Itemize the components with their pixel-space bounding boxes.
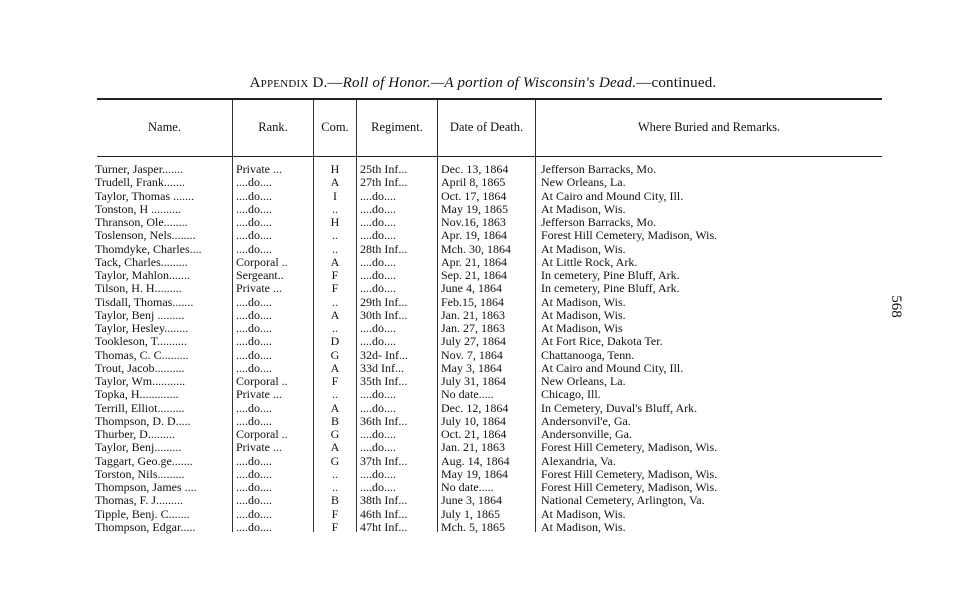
row-rank: ....do....: [236, 467, 272, 481]
row-date: Sep. 21, 1864: [441, 269, 507, 282]
row-company: A: [330, 308, 340, 322]
row-remarks: Jefferson Barracks, Mo.: [541, 163, 657, 176]
row-regiment: 38th Inf...: [360, 494, 408, 508]
row-company: G: [330, 428, 340, 441]
row-company: F: [331, 282, 339, 296]
row-rank: Corporal ..: [236, 428, 288, 441]
row-rank: Corporal ..: [236, 255, 288, 269]
row-date: July 10, 1864: [441, 414, 507, 428]
row-remarks: At Cairo and Mound City, Ill.: [541, 361, 684, 375]
row-date: July 31, 1864: [441, 375, 507, 388]
row-company: ..: [332, 295, 338, 309]
row-remarks: Chattanooga, Tenn.: [541, 348, 635, 362]
title-roll: Roll of Honor.—A portion of Wisconsin's Dead.: [342, 75, 637, 91]
row-company: F: [331, 507, 339, 521]
row-regiment: 28th Inf...: [360, 242, 408, 256]
row-regiment: 36th Inf...: [360, 414, 408, 428]
row-company: H: [330, 163, 340, 176]
row-company: ..: [332, 388, 338, 402]
row-regiment: ....do....: [360, 322, 396, 335]
row-regiment: ....do....: [360, 441, 396, 455]
row-company: ..: [332, 202, 338, 216]
row-remarks: Andersonvil'e, Ga.: [541, 414, 631, 428]
row-rank: Private ...: [236, 388, 282, 402]
row-date: Nov. 7, 1864: [441, 348, 503, 362]
row-date: No date.....: [441, 388, 494, 402]
row-date: Oct. 17, 1864: [441, 189, 507, 203]
table-row: [0, 163, 966, 176]
row-rank: Corporal ..: [236, 375, 288, 388]
row-regiment: ....do....: [360, 202, 396, 216]
row-date: Mch. 30, 1864: [441, 242, 511, 256]
row-name: Thompson, James ....: [95, 481, 197, 494]
table-row: [0, 362, 966, 375]
row-company: A: [330, 361, 340, 375]
title-letter: D.—: [312, 75, 343, 91]
row-company: G: [330, 348, 340, 362]
row-name: Taylor, Hesley........: [95, 322, 189, 335]
row-name: Terrill, Elliot.........: [95, 401, 185, 415]
row-regiment: 47ht Inf...: [360, 520, 408, 534]
row-date: June 4, 1864: [441, 282, 502, 296]
row-company: F: [331, 375, 339, 388]
row-date: Jan. 27, 1863: [441, 322, 505, 335]
row-remarks: At Madison, Wis.: [541, 202, 626, 216]
row-rank: ....do....: [236, 520, 272, 534]
row-remarks: At Madison, Wis.: [541, 507, 626, 521]
table-row: [0, 508, 966, 521]
row-remarks: Andersonville, Ga.: [541, 428, 632, 441]
table-row: [0, 441, 966, 454]
row-name: Thomas, C. C.........: [95, 348, 189, 362]
table-row: [0, 229, 966, 242]
row-regiment: 35th Inf...: [360, 375, 408, 388]
header-bottom-rule: [97, 156, 882, 157]
row-rank: ....do....: [236, 348, 272, 362]
row-date: Feb.15, 1864: [441, 295, 504, 309]
row-remarks: Chicago, Ill.: [541, 388, 601, 402]
page-title: [0, 75, 966, 92]
row-regiment: ....do....: [360, 481, 396, 494]
table-row: [0, 481, 966, 494]
row-date: July 27, 1864: [441, 335, 507, 349]
row-remarks: At Madison, Wis.: [541, 295, 626, 309]
table-row: [0, 190, 966, 203]
row-rank: ....do....: [236, 189, 272, 203]
row-company: A: [330, 401, 340, 415]
row-company: A: [330, 176, 340, 190]
row-remarks: Forest Hill Cemetery, Madison, Wis.: [541, 467, 718, 481]
row-date: April 8, 1865: [441, 176, 506, 190]
row-remarks: At Cairo and Mound City, Ill.: [541, 189, 684, 203]
row-rank: ....do....: [236, 308, 272, 322]
row-regiment: ....do....: [360, 255, 396, 269]
header-date: Date of Death.: [449, 120, 524, 134]
row-name: Thomas, F. J.........: [95, 494, 184, 508]
row-regiment: ....do....: [360, 216, 396, 229]
row-name: Thurber, D.........: [95, 428, 175, 441]
row-date: Apr. 21, 1864: [441, 255, 507, 269]
page-number: 568: [887, 295, 904, 318]
table-row: [0, 296, 966, 309]
row-remarks: Forest Hill Cemetery, Madison, Wis.: [541, 229, 718, 243]
row-name: Taylor, Wm...........: [95, 375, 186, 388]
table-row: [0, 322, 966, 335]
row-company: G: [330, 454, 340, 468]
row-name: Tookleson, T..........: [95, 335, 188, 349]
row-rank: ....do....: [236, 202, 272, 216]
header-rank: Rank.: [258, 120, 288, 134]
row-date: Apr. 19, 1864: [441, 229, 507, 243]
table-row: [0, 256, 966, 269]
row-date: May 19, 1865: [441, 202, 508, 216]
row-name: Torston, Nils.........: [95, 467, 185, 481]
row-company: ..: [332, 229, 338, 243]
row-remarks: Forest Hill Cemetery, Madison, Wis.: [541, 441, 718, 455]
table-row: [0, 468, 966, 481]
row-regiment: ....do....: [360, 189, 396, 203]
row-remarks: New Orleans, La.: [541, 375, 626, 388]
row-rank: ....do....: [236, 481, 272, 494]
table-row: [0, 176, 966, 189]
row-name: Trout, Jacob..........: [95, 361, 185, 375]
row-company: ..: [332, 242, 338, 256]
table-row: [0, 349, 966, 362]
title-appendix: Appendix: [249, 75, 309, 91]
row-rank: ....do....: [236, 507, 272, 521]
table-row: [0, 282, 966, 295]
row-company: F: [331, 269, 339, 282]
row-rank: ....do....: [236, 216, 272, 229]
row-regiment: ....do....: [360, 467, 396, 481]
row-rank: ....do....: [236, 335, 272, 349]
table-row: [0, 243, 966, 256]
row-date: Mch. 5, 1865: [441, 520, 505, 534]
table-row: [0, 428, 966, 441]
row-remarks: New Orleans, La.: [541, 176, 626, 190]
row-rank: Private ...: [236, 441, 282, 455]
title-continued: —continued.: [636, 75, 717, 91]
row-name: Tonston, H ..........: [95, 202, 182, 216]
row-remarks: In Cemetery, Duval's Bluff, Ark.: [541, 401, 698, 415]
row-company: ..: [332, 481, 338, 494]
row-date: June 3, 1864: [441, 494, 502, 508]
row-regiment: ....do....: [360, 388, 396, 402]
row-company: ..: [332, 322, 338, 335]
row-date: May 19, 1864: [441, 467, 508, 481]
row-regiment: 37th Inf...: [360, 454, 408, 468]
row-rank: ....do....: [236, 401, 272, 415]
row-name: Tilson, H. H.........: [95, 282, 182, 296]
row-name: Taylor, Mahlon.......: [95, 269, 190, 282]
row-name: Thompson, D. D.....: [95, 414, 191, 428]
row-name: Thomdyke, Charles....: [95, 242, 202, 256]
table-row: [0, 402, 966, 415]
row-date: Nov.16, 1863: [441, 216, 506, 229]
row-company: I: [333, 189, 337, 203]
table-row: [0, 309, 966, 322]
row-rank: ....do....: [236, 414, 272, 428]
row-date: No date.....: [441, 481, 494, 494]
row-regiment: 32d- Inf...: [360, 348, 408, 362]
row-company: A: [330, 441, 340, 455]
row-date: Aug. 14, 1864: [441, 454, 510, 468]
row-rank: ....do....: [236, 242, 272, 256]
row-date: Dec. 12, 1864: [441, 401, 509, 415]
table-row: [0, 415, 966, 428]
row-name: Taggart, Geo.ge.......: [95, 454, 193, 468]
row-remarks: At Fort Rice, Dakota Ter.: [541, 335, 663, 349]
row-name: Tisdall, Thomas.......: [95, 295, 194, 309]
row-name: Tipple, Benj. C.......: [95, 507, 190, 521]
row-remarks: At Madison, Wis: [541, 322, 623, 335]
row-regiment: ....do....: [360, 269, 396, 282]
table-row: [0, 269, 966, 282]
row-date: May 3, 1864: [441, 361, 502, 375]
row-regiment: ....do....: [360, 335, 396, 349]
row-remarks: At Little Rock, Ark.: [541, 255, 638, 269]
table-row: [0, 494, 966, 507]
row-date: July 1, 1865: [441, 507, 501, 521]
table-row: [0, 388, 966, 401]
row-rank: ....do....: [236, 361, 272, 375]
row-name: Taylor, Benj.........: [95, 441, 182, 455]
header-regiment: Regiment.: [371, 120, 423, 134]
row-name: Thranson, Ole........: [95, 216, 188, 229]
row-date: Dec. 13, 1864: [441, 163, 509, 176]
table-row: [0, 521, 966, 534]
row-date: Oct. 21, 1864: [441, 428, 507, 441]
row-rank: Private ...: [236, 163, 282, 176]
row-regiment: 27th Inf...: [360, 176, 408, 190]
row-rank: Sergeant..: [236, 269, 284, 282]
row-name: Toslenson, Nels........: [95, 229, 196, 243]
table-row: [0, 216, 966, 229]
row-remarks: Jefferson Barracks, Mo.: [541, 216, 657, 229]
row-date: Jan. 21, 1863: [441, 308, 505, 322]
row-name: Taylor, Benj .........: [95, 308, 185, 322]
row-rank: ....do....: [236, 295, 272, 309]
row-regiment: ....do....: [360, 229, 396, 243]
row-name: Tack, Charles.........: [95, 255, 188, 269]
row-remarks: In cemetery, Pine Bluff, Ark.: [541, 269, 680, 282]
row-remarks: Alexandria, Va.: [541, 454, 616, 468]
row-remarks: National Cemetery, Arlington, Va.: [541, 494, 705, 508]
row-remarks: At Madison, Wis.: [541, 242, 626, 256]
row-rank: ....do....: [236, 322, 272, 335]
table-row: [0, 455, 966, 468]
row-regiment: 25th Inf...: [360, 163, 408, 176]
row-company: B: [330, 414, 339, 428]
row-regiment: 30th Inf...: [360, 308, 408, 322]
row-regiment: 29th Inf...: [360, 295, 408, 309]
row-regiment: ....do....: [360, 401, 396, 415]
row-regiment: ....do....: [360, 428, 396, 441]
row-rank: Private ...: [236, 282, 282, 296]
header-remarks: Where Buried and Remarks.: [637, 120, 781, 134]
row-remarks: In cemetery, Pine Bluff, Ark.: [541, 282, 680, 296]
row-name: Trudell, Frank.......: [95, 176, 185, 190]
row-company: F: [331, 520, 339, 534]
row-remarks: At Madison, Wis.: [541, 520, 626, 534]
row-rank: ....do....: [236, 229, 272, 243]
row-name: Taylor, Thomas .......: [95, 189, 195, 203]
row-regiment: 33d Inf...: [360, 361, 404, 375]
row-company: A: [330, 255, 340, 269]
row-date: Jan. 21, 1863: [441, 441, 505, 455]
row-name: Topka, H.............: [95, 388, 179, 402]
row-regiment: 46th Inf...: [360, 507, 408, 521]
row-company: ..: [332, 467, 338, 481]
row-name: Turner, Jasper.......: [95, 163, 184, 176]
row-rank: ....do....: [236, 454, 272, 468]
row-rank: ....do....: [236, 494, 272, 508]
row-remarks: At Madison, Wis.: [541, 308, 626, 322]
table-row: [0, 335, 966, 348]
row-rank: ....do....: [236, 176, 272, 190]
table-top-rule: [97, 98, 882, 100]
header-name: Name.: [148, 120, 181, 134]
row-remarks: Forest Hill Cemetery, Madison, Wis.: [541, 481, 718, 494]
row-company: D: [330, 335, 340, 349]
row-regiment: ....do....: [360, 282, 396, 296]
table-row: [0, 375, 966, 388]
header-com: Com.: [321, 120, 349, 134]
row-company: H: [330, 216, 340, 229]
table-row: [0, 203, 966, 216]
row-name: Thompson, Edgar.....: [95, 520, 196, 534]
row-company: B: [330, 494, 339, 508]
